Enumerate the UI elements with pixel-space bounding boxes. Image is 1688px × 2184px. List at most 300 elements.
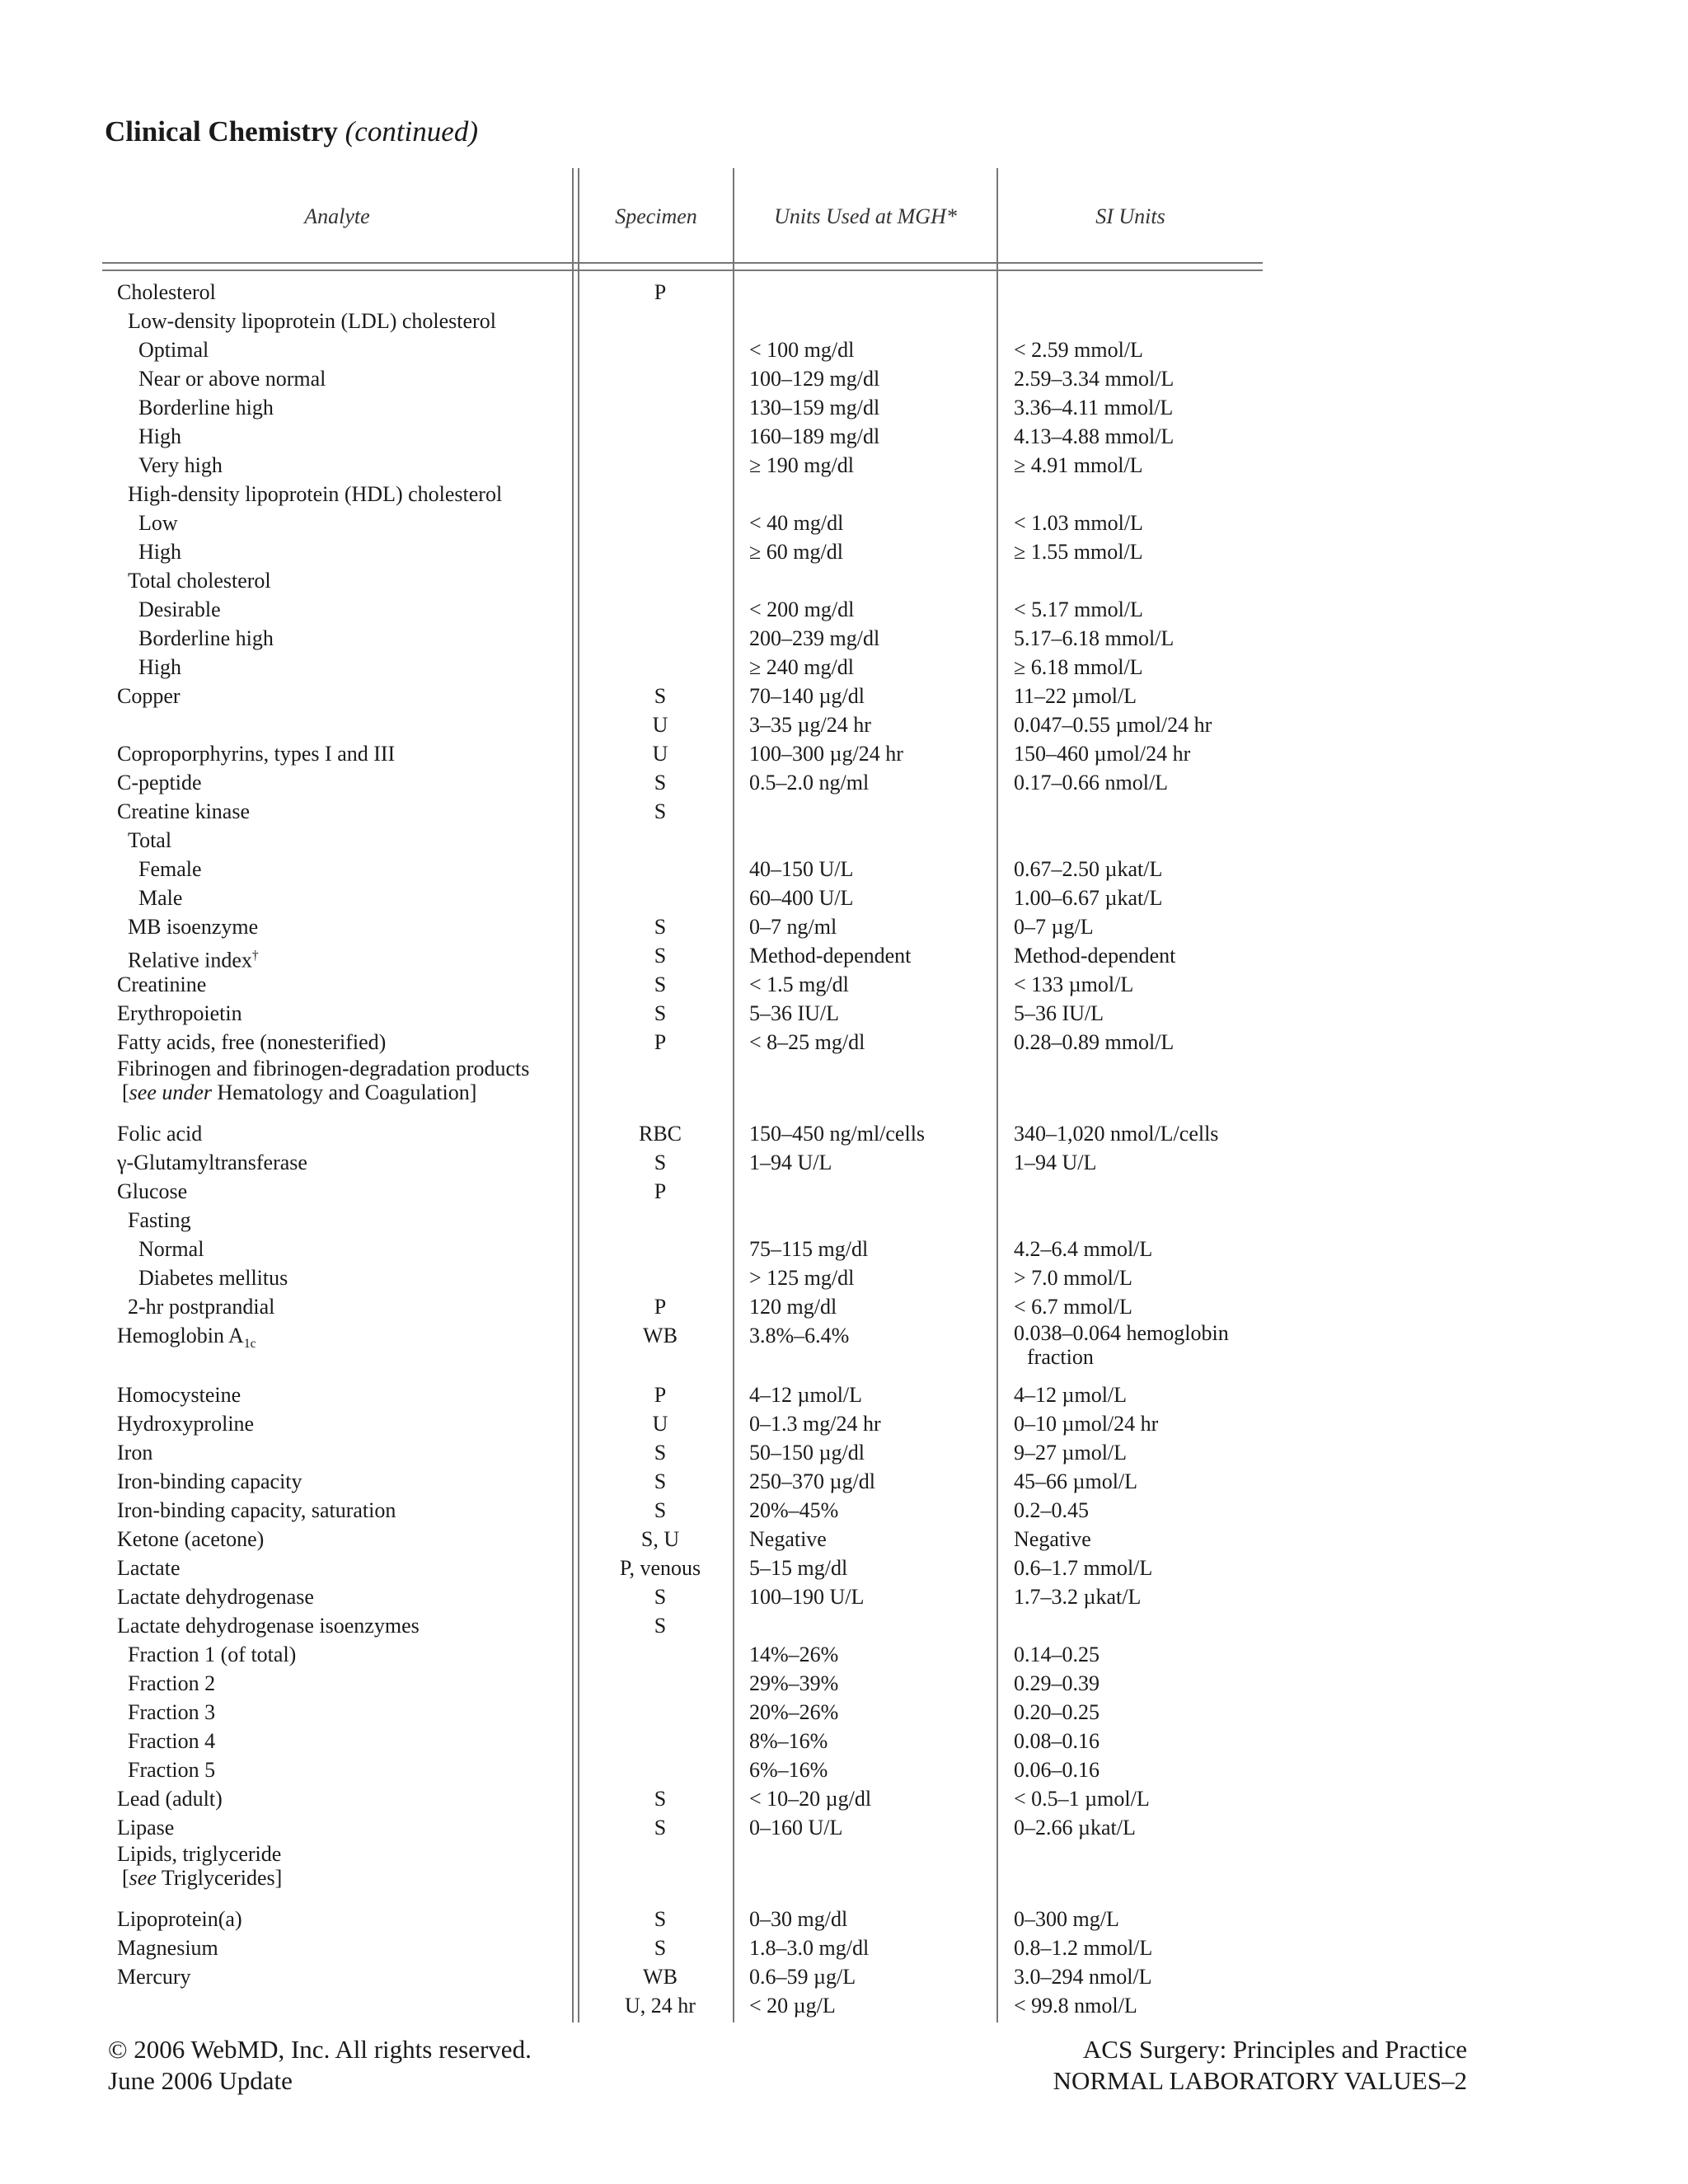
table-row — [0, 1321, 1688, 1380]
footer-right — [1053, 2034, 1467, 2097]
mgh-units-cell: 20%–45% — [749, 1498, 839, 1522]
analyte-name: Folic acid — [117, 1122, 203, 1146]
analyte-cell — [117, 682, 181, 710]
specimen-cell: S — [654, 1614, 667, 1638]
mgh-units-cell: 0–160 U/L — [749, 1816, 843, 1840]
si-units-cell: 0–300 mg/L — [1014, 1907, 1119, 1931]
specimen-cell: S — [654, 1001, 667, 1025]
si-units-cell: 0.29–0.39 — [1014, 1671, 1100, 1695]
analyte-name: Fraction 2 — [128, 1671, 216, 1695]
analyte-cell — [138, 624, 274, 653]
table-row — [0, 710, 1688, 739]
si-units-cell: 3.36–4.11 mmol/L — [1014, 396, 1174, 419]
analyte-name: Coproporphyrins, types I and III — [117, 742, 396, 766]
si-units-cell: 0–2.66 µkat/L — [1014, 1816, 1136, 1840]
table-row — [0, 480, 1688, 509]
analyte-name: Fraction 4 — [128, 1729, 216, 1753]
mgh-units-cell: 29%–39% — [749, 1671, 839, 1695]
analyte-cross-reference — [117, 1080, 529, 1104]
mgh-units-cell: 100–300 µg/24 hr — [749, 742, 903, 766]
analyte-cell — [128, 307, 496, 335]
lab-values-table-body — [0, 278, 1688, 2020]
analyte-cell — [138, 855, 202, 883]
table-row — [0, 595, 1688, 624]
specimen-cell: WB — [643, 1324, 678, 1347]
mgh-units-cell: 6%–16% — [749, 1758, 828, 1782]
specimen-cell: P — [654, 1030, 667, 1054]
mgh-units-cell: Negative — [749, 1527, 827, 1551]
si-units-cell: 4–12 µmol/L — [1014, 1383, 1128, 1407]
analyte-cell — [117, 1438, 152, 1467]
specimen-cell: S — [654, 915, 667, 939]
analyte-cell — [128, 1727, 215, 1755]
analyte-name: Lipoprotein(a) — [117, 1907, 242, 1931]
si-units-cell: Negative — [1014, 1527, 1091, 1551]
si-units-cell: 4.2–6.4 mmol/L — [1014, 1237, 1153, 1261]
mgh-units-cell: 0.6–59 µg/L — [749, 1965, 856, 1989]
header-si-units: SI Units — [1095, 204, 1165, 228]
analyte-name: Lactate — [117, 1556, 181, 1580]
analyte-name: MB isoenzyme — [128, 915, 259, 939]
analyte-cell — [138, 422, 181, 451]
table-row — [0, 768, 1688, 797]
si-units-cell: 0.06–0.16 — [1014, 1758, 1100, 1782]
si-units-cell: 0.14–0.25 — [1014, 1643, 1100, 1666]
si-units-cell — [1014, 1321, 1229, 1369]
mgh-units-cell: 0–30 mg/dl — [749, 1907, 848, 1931]
analyte-name: 2-hr postprandial — [128, 1295, 275, 1319]
table-row — [0, 1177, 1688, 1206]
table-row — [0, 566, 1688, 595]
analyte-name: Optimal — [138, 338, 209, 362]
header-analyte: Analyte — [304, 204, 370, 228]
page-title — [105, 115, 478, 148]
analyte-name: Fraction 3 — [128, 1700, 216, 1724]
table-row — [0, 1905, 1688, 1933]
analyte-name: Hydroxyproline — [117, 1412, 255, 1436]
si-units-cell: 1–94 U/L — [1014, 1151, 1097, 1174]
footer-book-title: ACS Surgery: Principles and Practice — [1082, 2035, 1467, 2064]
footer-copyright: © 2006 WebMD, Inc. All rights reserved. — [108, 2035, 532, 2064]
analyte-cell — [128, 1292, 274, 1321]
table-row — [0, 797, 1688, 826]
analyte-name: Ketone (acetone) — [117, 1527, 265, 1551]
mgh-units-cell: ≥ 60 mg/dl — [749, 540, 843, 564]
si-units-cell: < 6.7 mmol/L — [1014, 1295, 1132, 1319]
mgh-units-cell: < 10–20 µg/dl — [749, 1787, 872, 1811]
analyte-cell — [117, 797, 250, 826]
si-units-cell: < 133 µmol/L — [1014, 972, 1134, 996]
specimen-cell: P — [654, 1179, 667, 1203]
analyte-name: Lactate dehydrogenase — [117, 1585, 314, 1609]
specimen-cell: P — [654, 1295, 667, 1319]
si-units-cell: ≥ 1.55 mmol/L — [1014, 540, 1143, 564]
mgh-units-cell: 50–150 µg/dl — [749, 1441, 865, 1465]
analyte-name: Lipids, triglyceride — [117, 1842, 282, 1866]
analyte-cell — [128, 480, 502, 509]
table-row — [0, 1698, 1688, 1727]
specimen-cell: S — [654, 771, 667, 794]
table-row — [0, 1235, 1688, 1263]
si-units-cell: < 0.5–1 µmol/L — [1014, 1787, 1150, 1811]
si-units-cell: 9–27 µmol/L — [1014, 1441, 1128, 1465]
analyte-cell — [117, 1905, 242, 1933]
mgh-units-cell: > 125 mg/dl — [749, 1266, 855, 1290]
table-row — [0, 1496, 1688, 1525]
analyte-name: Near or above normal — [138, 367, 326, 391]
table-row — [0, 335, 1688, 364]
analyte-cell — [117, 1119, 202, 1148]
mgh-units-cell: 60–400 U/L — [749, 886, 854, 910]
si-units-cell: 1.00–6.67 µkat/L — [1014, 886, 1163, 910]
table-row — [0, 883, 1688, 912]
mgh-units-cell: < 100 mg/dl — [749, 338, 855, 362]
analyte-name: Fibrinogen and fibrinogen-degradation products — [117, 1057, 530, 1080]
mgh-units-cell: ≥ 190 mg/dl — [749, 453, 854, 477]
analyte-cell — [117, 1467, 302, 1496]
analyte-cell — [117, 739, 395, 768]
mgh-units-cell: 5–15 mg/dl — [749, 1556, 848, 1580]
analyte-cell — [117, 1057, 529, 1104]
analyte-name: Male — [138, 886, 183, 910]
table-row — [0, 1554, 1688, 1582]
mgh-units-cell: 5–36 IU/L — [749, 1001, 840, 1025]
analyte-cell — [138, 883, 182, 912]
analyte-name: Lipase — [117, 1816, 175, 1840]
analyte-name: Iron — [117, 1441, 153, 1465]
si-units-cell: < 99.8 nmol/L — [1014, 1994, 1137, 2018]
si-units-cell: 0.6–1.7 mmol/L — [1014, 1556, 1153, 1580]
mgh-units-cell: 14%–26% — [749, 1643, 839, 1666]
table-row — [0, 999, 1688, 1028]
table-row — [0, 1292, 1688, 1321]
analyte-name: Fraction 1 (of total) — [128, 1643, 297, 1666]
analyte-cell — [128, 1698, 215, 1727]
specimen-cell: WB — [643, 1965, 678, 1989]
mgh-units-cell: Method-dependent — [749, 944, 912, 968]
si-units-cell: 0–10 µmol/24 hr — [1014, 1412, 1159, 1436]
analyte-cell — [117, 1784, 223, 1813]
footnote-marker: † — [251, 949, 259, 963]
si-units-cell: 0.047–0.55 µmol/24 hr — [1014, 713, 1212, 737]
analyte-name: Relative index — [128, 948, 252, 972]
table-row — [0, 1028, 1688, 1057]
analyte-cell — [117, 970, 206, 999]
analyte-name: Total — [128, 828, 172, 852]
si-units-cell: 11–22 µmol/L — [1014, 684, 1137, 708]
mgh-units-cell: 200–239 mg/dl — [749, 626, 880, 650]
table-row — [0, 1206, 1688, 1235]
analyte-cell — [138, 1235, 204, 1263]
mgh-units-cell: 0–7 ng/ml — [749, 915, 837, 939]
table-row — [0, 1991, 1688, 2020]
analyte-name: Homocysteine — [117, 1383, 241, 1407]
specimen-cell: S, U — [640, 1527, 680, 1551]
table-row — [0, 1755, 1688, 1784]
mgh-units-cell: 130–159 mg/dl — [749, 396, 880, 419]
si-units-cell: 0.28–0.89 mmol/L — [1014, 1030, 1175, 1054]
mgh-units-cell: 100–129 mg/dl — [749, 367, 880, 391]
analyte-cell — [138, 653, 181, 682]
analyte-name: Low-density lipoprotein (LDL) cholesterol — [128, 309, 496, 333]
table-row — [0, 451, 1688, 480]
analyte-name: Creatinine — [117, 972, 207, 996]
table-row — [0, 1119, 1688, 1148]
mgh-units-cell: 8%–16% — [749, 1729, 828, 1753]
analyte-name: Fasting — [128, 1208, 191, 1232]
si-units-cell: 0.8–1.2 mmol/L — [1014, 1936, 1153, 1960]
specimen-cell: U — [652, 742, 668, 766]
mgh-units-cell: 20%–26% — [749, 1700, 839, 1724]
mgh-units-cell: 75–115 mg/dl — [749, 1237, 869, 1261]
analyte-cell — [117, 1380, 241, 1409]
si-units-cell: > 7.0 mmol/L — [1014, 1266, 1132, 1290]
table-row — [0, 1467, 1688, 1496]
cross-reference-see: see under — [129, 1080, 213, 1104]
table-row — [0, 278, 1688, 307]
specimen-cell: P, venous — [619, 1556, 701, 1580]
mgh-units-cell: 3–35 µg/24 hr — [749, 713, 871, 737]
si-units-cell: 2.59–3.34 mmol/L — [1014, 367, 1175, 391]
header-top-rule — [102, 262, 1263, 264]
specimen-cell: RBC — [638, 1122, 682, 1146]
analyte-cell — [138, 393, 274, 422]
table-row — [0, 682, 1688, 710]
specimen-cell: S — [654, 1151, 667, 1174]
si-units-cell: ≥ 6.18 mmol/L — [1014, 655, 1143, 679]
footer-section: NORMAL LABORATORY VALUES–2 — [1053, 2066, 1467, 2095]
mgh-units-cell: 1.8–3.0 mg/dl — [749, 1936, 870, 1960]
table-row — [0, 1611, 1688, 1640]
analyte-name: High — [138, 540, 181, 564]
analyte-cell — [117, 768, 202, 797]
analyte-cell — [128, 1640, 296, 1669]
analyte-cell — [117, 1813, 174, 1842]
analyte-cell — [117, 1962, 191, 1991]
analyte-cell — [138, 537, 181, 566]
specimen-cell: P — [654, 1383, 667, 1407]
analyte-name: Erythropoietin — [117, 1001, 242, 1025]
analyte-name: Magnesium — [117, 1936, 218, 1960]
analyte-cell — [117, 1409, 254, 1438]
cross-reference-bracket: [ — [122, 1866, 129, 1890]
table-row — [0, 422, 1688, 451]
analyte-cell — [138, 451, 223, 480]
analyte-cell — [117, 1148, 307, 1177]
analyte-name: Mercury — [117, 1965, 191, 1989]
table-row — [0, 1962, 1688, 1991]
analyte-cell — [138, 1263, 288, 1292]
table-row — [0, 393, 1688, 422]
analyte-name: High-density lipoprotein (HDL) cholesterol — [128, 482, 503, 506]
mgh-units-cell: 3.8%–6.4% — [749, 1324, 850, 1347]
table-row — [0, 1380, 1688, 1409]
specimen-cell: U — [652, 713, 668, 737]
analyte-cell — [128, 566, 271, 595]
analyte-cell — [117, 1554, 181, 1582]
si-units-cell: 150–460 µmol/24 hr — [1014, 742, 1191, 766]
mgh-units-cell: 150–450 ng/ml/cells — [749, 1122, 926, 1146]
analyte-cell — [117, 1321, 256, 1358]
analyte-name: Copper — [117, 684, 181, 708]
table-row — [0, 970, 1688, 999]
analyte-cell — [117, 1525, 264, 1554]
si-units-cell: 340–1,020 nmol/L/cells — [1014, 1122, 1219, 1146]
analyte-name: Normal — [138, 1237, 204, 1261]
mgh-units-cell: 0.5–2.0 ng/ml — [749, 771, 870, 794]
table-row — [0, 1438, 1688, 1467]
analyte-cell — [117, 1842, 282, 1890]
table-row — [0, 1727, 1688, 1755]
table-row — [0, 537, 1688, 566]
analyte-name: Borderline high — [138, 396, 274, 419]
mgh-units-cell: ≥ 240 mg/dl — [749, 655, 854, 679]
table-row — [0, 1525, 1688, 1554]
analyte-name: C-peptide — [117, 771, 202, 794]
si-units-cell: 0.20–0.25 — [1014, 1700, 1100, 1724]
analyte-name: Total cholesterol — [128, 569, 271, 593]
analyte-name: Diabetes mellitus — [138, 1266, 288, 1290]
cross-reference-see: see — [129, 1866, 157, 1890]
mgh-units-cell: 1–94 U/L — [749, 1151, 832, 1174]
table-row — [0, 624, 1688, 653]
analyte-cell — [138, 595, 221, 624]
analyte-cell — [117, 1611, 420, 1640]
si-units-cell: 3.0–294 nmol/L — [1014, 1965, 1152, 1989]
analyte-name: Lead (adult) — [117, 1787, 223, 1811]
analyte-cell — [128, 1755, 215, 1784]
specimen-cell: S — [654, 1498, 667, 1522]
table-row — [0, 1784, 1688, 1813]
table-row — [0, 826, 1688, 855]
table-row — [0, 1813, 1688, 1842]
analyte-name: γ-Glutamyltransferase — [117, 1151, 307, 1174]
table-row — [0, 1669, 1688, 1698]
si-units-cell: < 1.03 mmol/L — [1014, 511, 1143, 535]
footer-update: June 2006 Update — [108, 2066, 293, 2095]
table-row — [0, 739, 1688, 768]
table-row — [0, 1148, 1688, 1177]
table-row — [0, 307, 1688, 335]
mgh-units-cell: < 8–25 mg/dl — [749, 1030, 865, 1054]
analyte-cell — [128, 912, 258, 941]
si-units-cell: 0.08–0.16 — [1014, 1729, 1100, 1753]
mgh-units-cell: < 20 µg/L — [749, 1994, 836, 2018]
table-row — [0, 1842, 1688, 1905]
specimen-cell: S — [654, 1441, 667, 1465]
mgh-units-cell: < 40 mg/dl — [749, 511, 844, 535]
analyte-name: Cholesterol — [117, 280, 216, 304]
analyte-name: Very high — [138, 453, 223, 477]
si-units-cell: Method-dependent — [1014, 944, 1176, 968]
specimen-cell: S — [654, 944, 667, 968]
mgh-units-cell: 70–140 µg/dl — [749, 684, 865, 708]
si-units-value: 0.038–0.064 hemoglobin — [1014, 1321, 1229, 1345]
analyte-name: Hemoglobin A — [117, 1324, 244, 1347]
analyte-name: High — [138, 424, 181, 448]
analyte-cell — [138, 509, 178, 537]
specimen-cell: S — [654, 972, 667, 996]
si-units-cell: 4.13–4.88 mmol/L — [1014, 424, 1175, 448]
analyte-name: Fraction 5 — [128, 1758, 216, 1782]
analyte-name: Low — [138, 511, 178, 535]
analyte-cell — [117, 1582, 314, 1611]
analyte-cell — [117, 999, 242, 1028]
si-units-value-continued: fraction — [1027, 1345, 1094, 1369]
header-bottom-rule — [102, 269, 1263, 271]
mgh-units-cell: 160–189 mg/dl — [749, 424, 880, 448]
table-row — [0, 912, 1688, 941]
specimen-cell: S — [654, 1787, 667, 1811]
analyte-cell — [128, 1669, 215, 1698]
analyte-name: Iron-binding capacity — [117, 1469, 302, 1493]
specimen-cell: U, 24 hr — [625, 1994, 696, 2018]
specimen-cell: P — [654, 280, 667, 304]
table-row — [0, 855, 1688, 883]
table-row — [0, 1933, 1688, 1962]
analyte-cell — [117, 278, 216, 307]
si-units-cell: 1.7–3.2 µkat/L — [1014, 1585, 1142, 1609]
specimen-cell: S — [654, 1585, 667, 1609]
si-units-cell: 0.2–0.45 — [1014, 1498, 1089, 1522]
specimen-cell: S — [654, 1907, 667, 1931]
table-row — [0, 1057, 1688, 1119]
table-row — [0, 1640, 1688, 1669]
table-row — [0, 364, 1688, 393]
analyte-name: Lactate dehydrogenase isoenzymes — [117, 1614, 420, 1638]
table-row — [0, 1409, 1688, 1438]
analyte-cell — [117, 1028, 386, 1057]
specimen-cell: S — [654, 799, 667, 823]
specimen-cell: S — [654, 1816, 667, 1840]
table-row — [0, 1263, 1688, 1292]
si-units-cell: 0.67–2.50 µkat/L — [1014, 857, 1163, 881]
specimen-cell: S — [654, 1469, 667, 1493]
analyte-cell — [128, 1206, 191, 1235]
analyte-cell — [117, 1496, 396, 1525]
si-units-cell: 5–36 IU/L — [1014, 1001, 1104, 1025]
analyte-name: Creatine kinase — [117, 799, 250, 823]
analyte-name: Glucose — [117, 1179, 188, 1203]
analyte-cell — [117, 1177, 187, 1206]
mgh-units-cell: 0–1.3 mg/24 hr — [749, 1412, 881, 1436]
specimen-cell: S — [654, 684, 667, 708]
si-units-cell: 0–7 µg/L — [1014, 915, 1094, 939]
si-units-cell: 5.17–6.18 mmol/L — [1014, 626, 1175, 650]
analyte-name: Iron-binding capacity, saturation — [117, 1498, 396, 1522]
header-specimen: Specimen — [615, 204, 697, 228]
mgh-units-cell: 4–12 µmol/L — [749, 1383, 863, 1407]
specimen-cell: S — [654, 1936, 667, 1960]
header-mgh-units: Units Used at MGH* — [774, 204, 957, 228]
si-units-cell: ≥ 4.91 mmol/L — [1014, 453, 1143, 477]
mgh-units-cell: 250–370 µg/dl — [749, 1469, 875, 1493]
mgh-units-cell: 100–190 U/L — [749, 1585, 865, 1609]
cross-reference-bracket: [ — [122, 1080, 129, 1104]
page-title-suffix: (continued) — [345, 115, 478, 148]
cross-reference-target: Triglycerides] — [156, 1866, 283, 1890]
si-units-cell: < 5.17 mmol/L — [1014, 598, 1143, 621]
analyte-cell — [117, 1933, 218, 1962]
mgh-units-cell: < 1.5 mg/dl — [749, 972, 849, 996]
si-units-cell: < 2.59 mmol/L — [1014, 338, 1143, 362]
analyte-name: Female — [138, 857, 202, 881]
footer-left — [108, 2034, 532, 2097]
specimen-cell: U — [652, 1412, 668, 1436]
mgh-units-cell: < 200 mg/dl — [749, 598, 855, 621]
analyte-cell — [138, 364, 326, 393]
page-title-text: Clinical Chemistry — [105, 115, 338, 148]
